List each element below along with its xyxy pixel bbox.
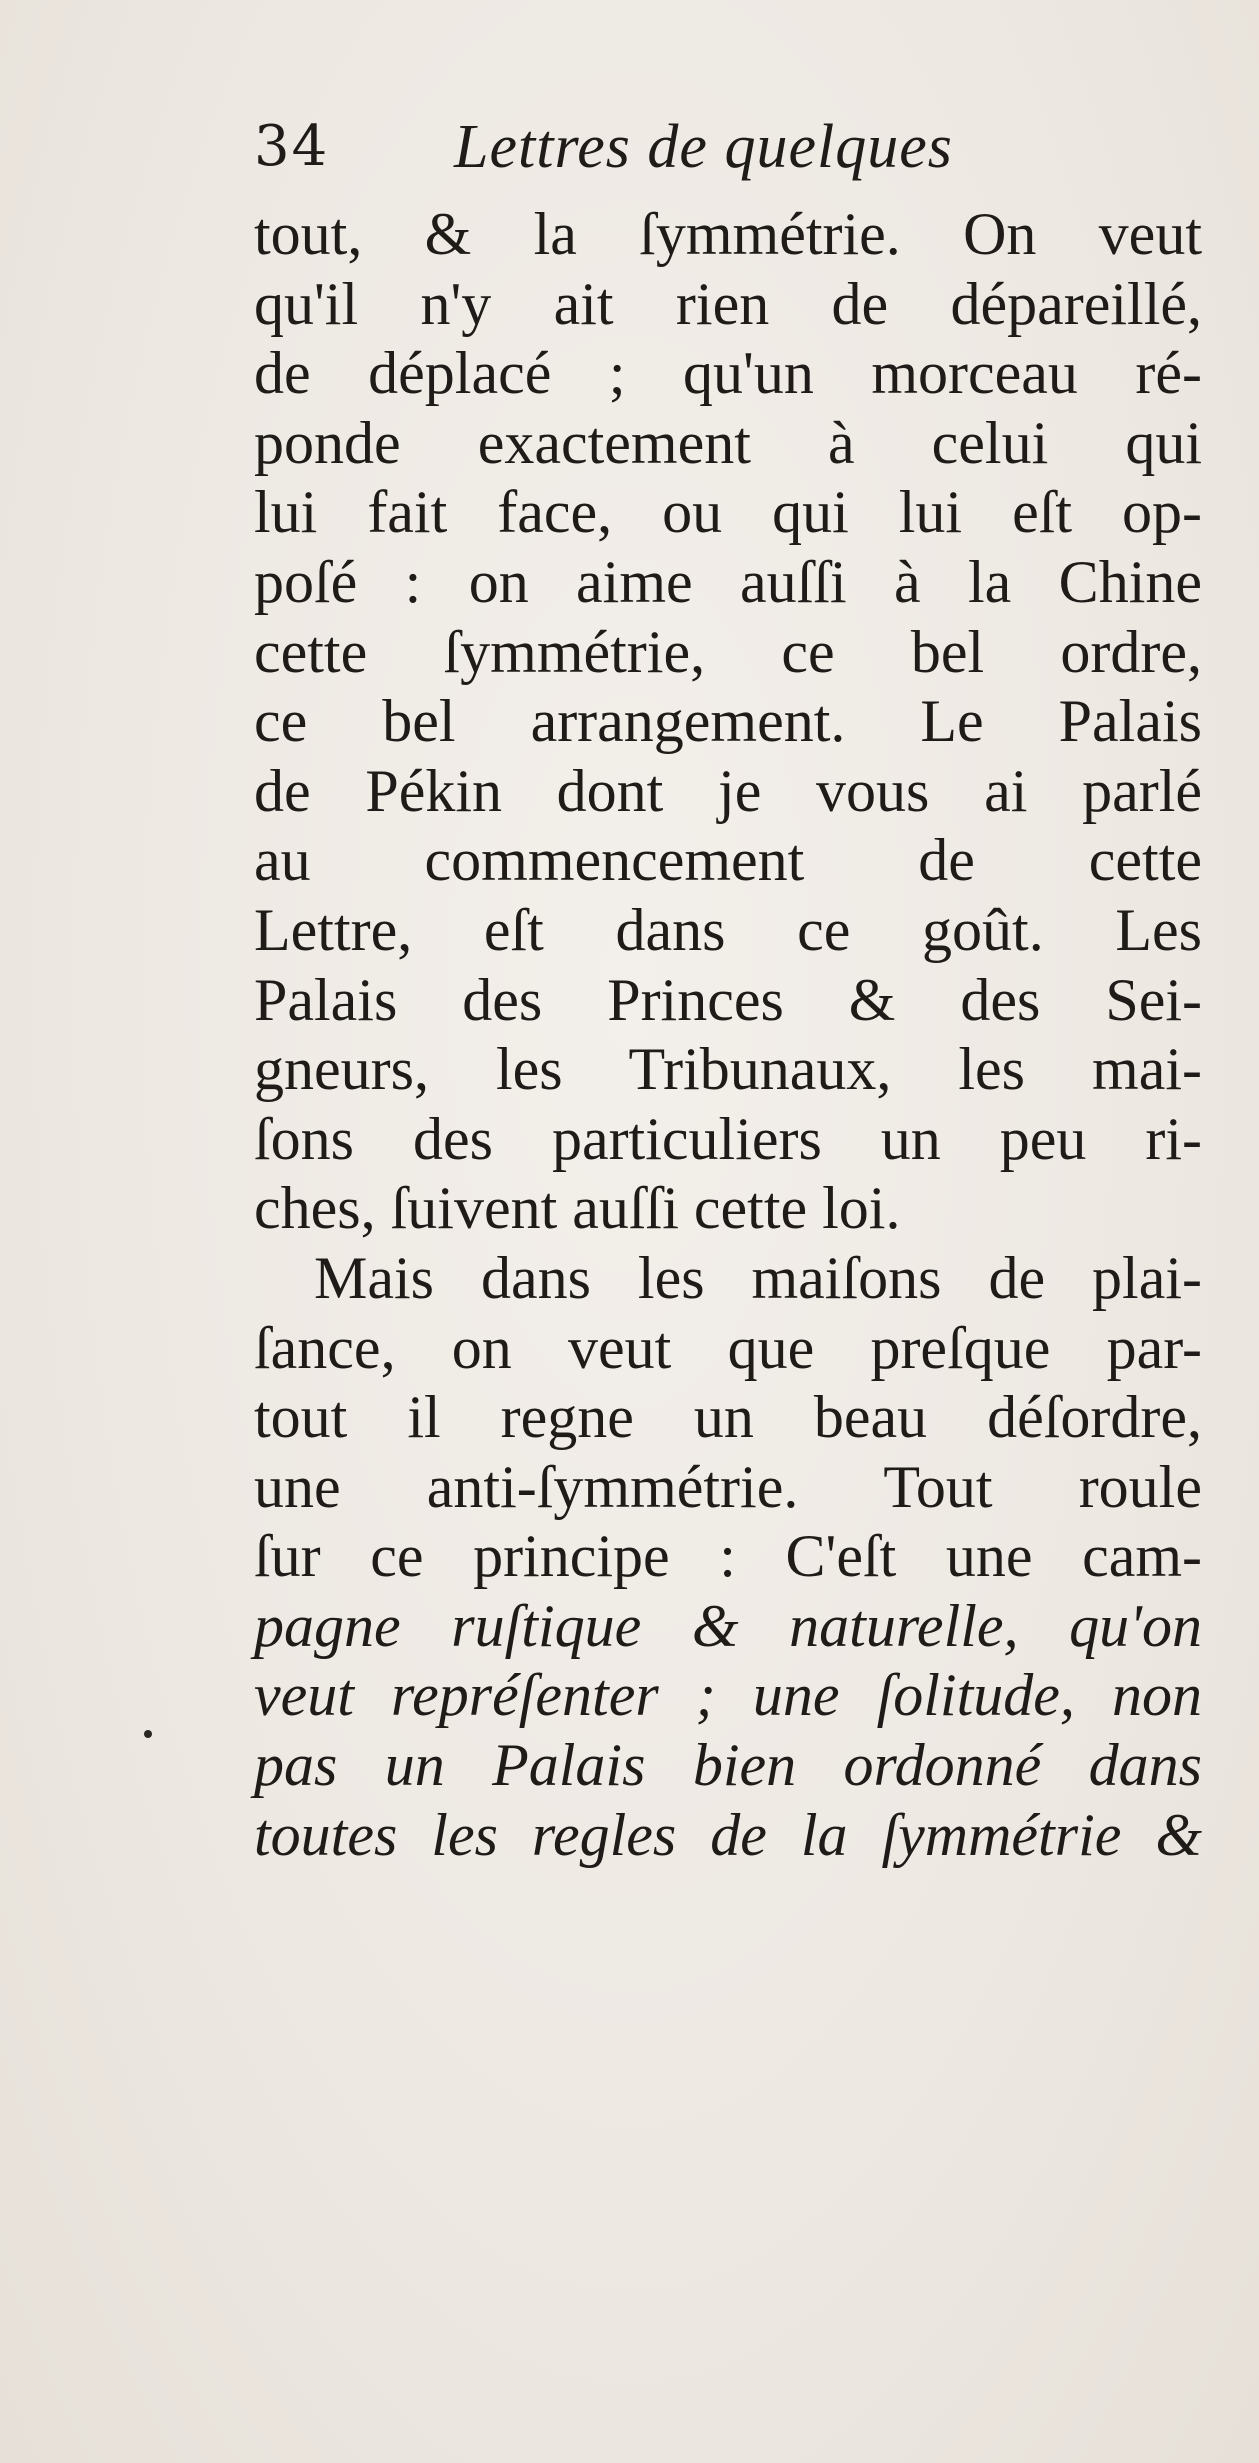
italic-text-line: toutes les regles de la ſymmétrie & [254, 1801, 1202, 1868]
text-line: ſance, on veut que preſque par- [254, 1314, 1202, 1381]
running-title: Lettres de quelques [454, 113, 953, 181]
italic-text-line: pas un Palais bien ordonné dans [254, 1732, 1202, 1799]
paragraph-first-line: Mais dans les maiſons de plai- [314, 1244, 1202, 1311]
text-line: ſons des particuliers un peu ri- [254, 1105, 1202, 1172]
text-line: cette ſymmétrie, ce bel ordre, [254, 618, 1202, 685]
italic-text-line: veut repréſenter ; une ſolitude, non [254, 1662, 1202, 1729]
text-line: ponde exactement à celui qui [254, 409, 1202, 476]
body-text [254, 200, 1202, 1870]
text-line: Palais des Princes & des Sei- [254, 966, 1202, 1033]
text-line: une anti-ſymmétrie. Tout roule [254, 1453, 1202, 1520]
text-line: de déplacé ; qu'un morceau ré- [254, 340, 1202, 407]
text-line: ches, ſuivent auſſi cette loi. [254, 1175, 901, 1242]
text-line: de Pékin dont je vous ai parlé [254, 757, 1202, 824]
text-line: gneurs, les Tribunaux, les mai- [254, 1036, 1202, 1103]
text-line: ce bel arrangement. Le Palais [254, 688, 1202, 755]
text-line: qu'il n'y ait rien de dépareillé, [254, 270, 1202, 337]
page-header [254, 112, 1134, 182]
text-line: au commencement de cette [254, 827, 1202, 894]
text-line: tout il regne un beau déſordre, [254, 1384, 1202, 1451]
text-line: tout, & la ſymmétrie. On veut [254, 201, 1202, 267]
text-line: ſur ce principe : C'eſt une cam- [254, 1523, 1202, 1590]
ink-speck [144, 1730, 152, 1738]
italic-text-line: pagne ruſtique & naturelle, qu'on [254, 1592, 1202, 1659]
text-line: lui fait face, ou qui lui eſt op- [254, 479, 1202, 546]
page-number: 34 [254, 114, 330, 179]
text-line: poſé : on aime auſſi à la Chine [254, 548, 1202, 615]
text-line: Lettre, eſt dans ce goût. Les [254, 896, 1202, 963]
